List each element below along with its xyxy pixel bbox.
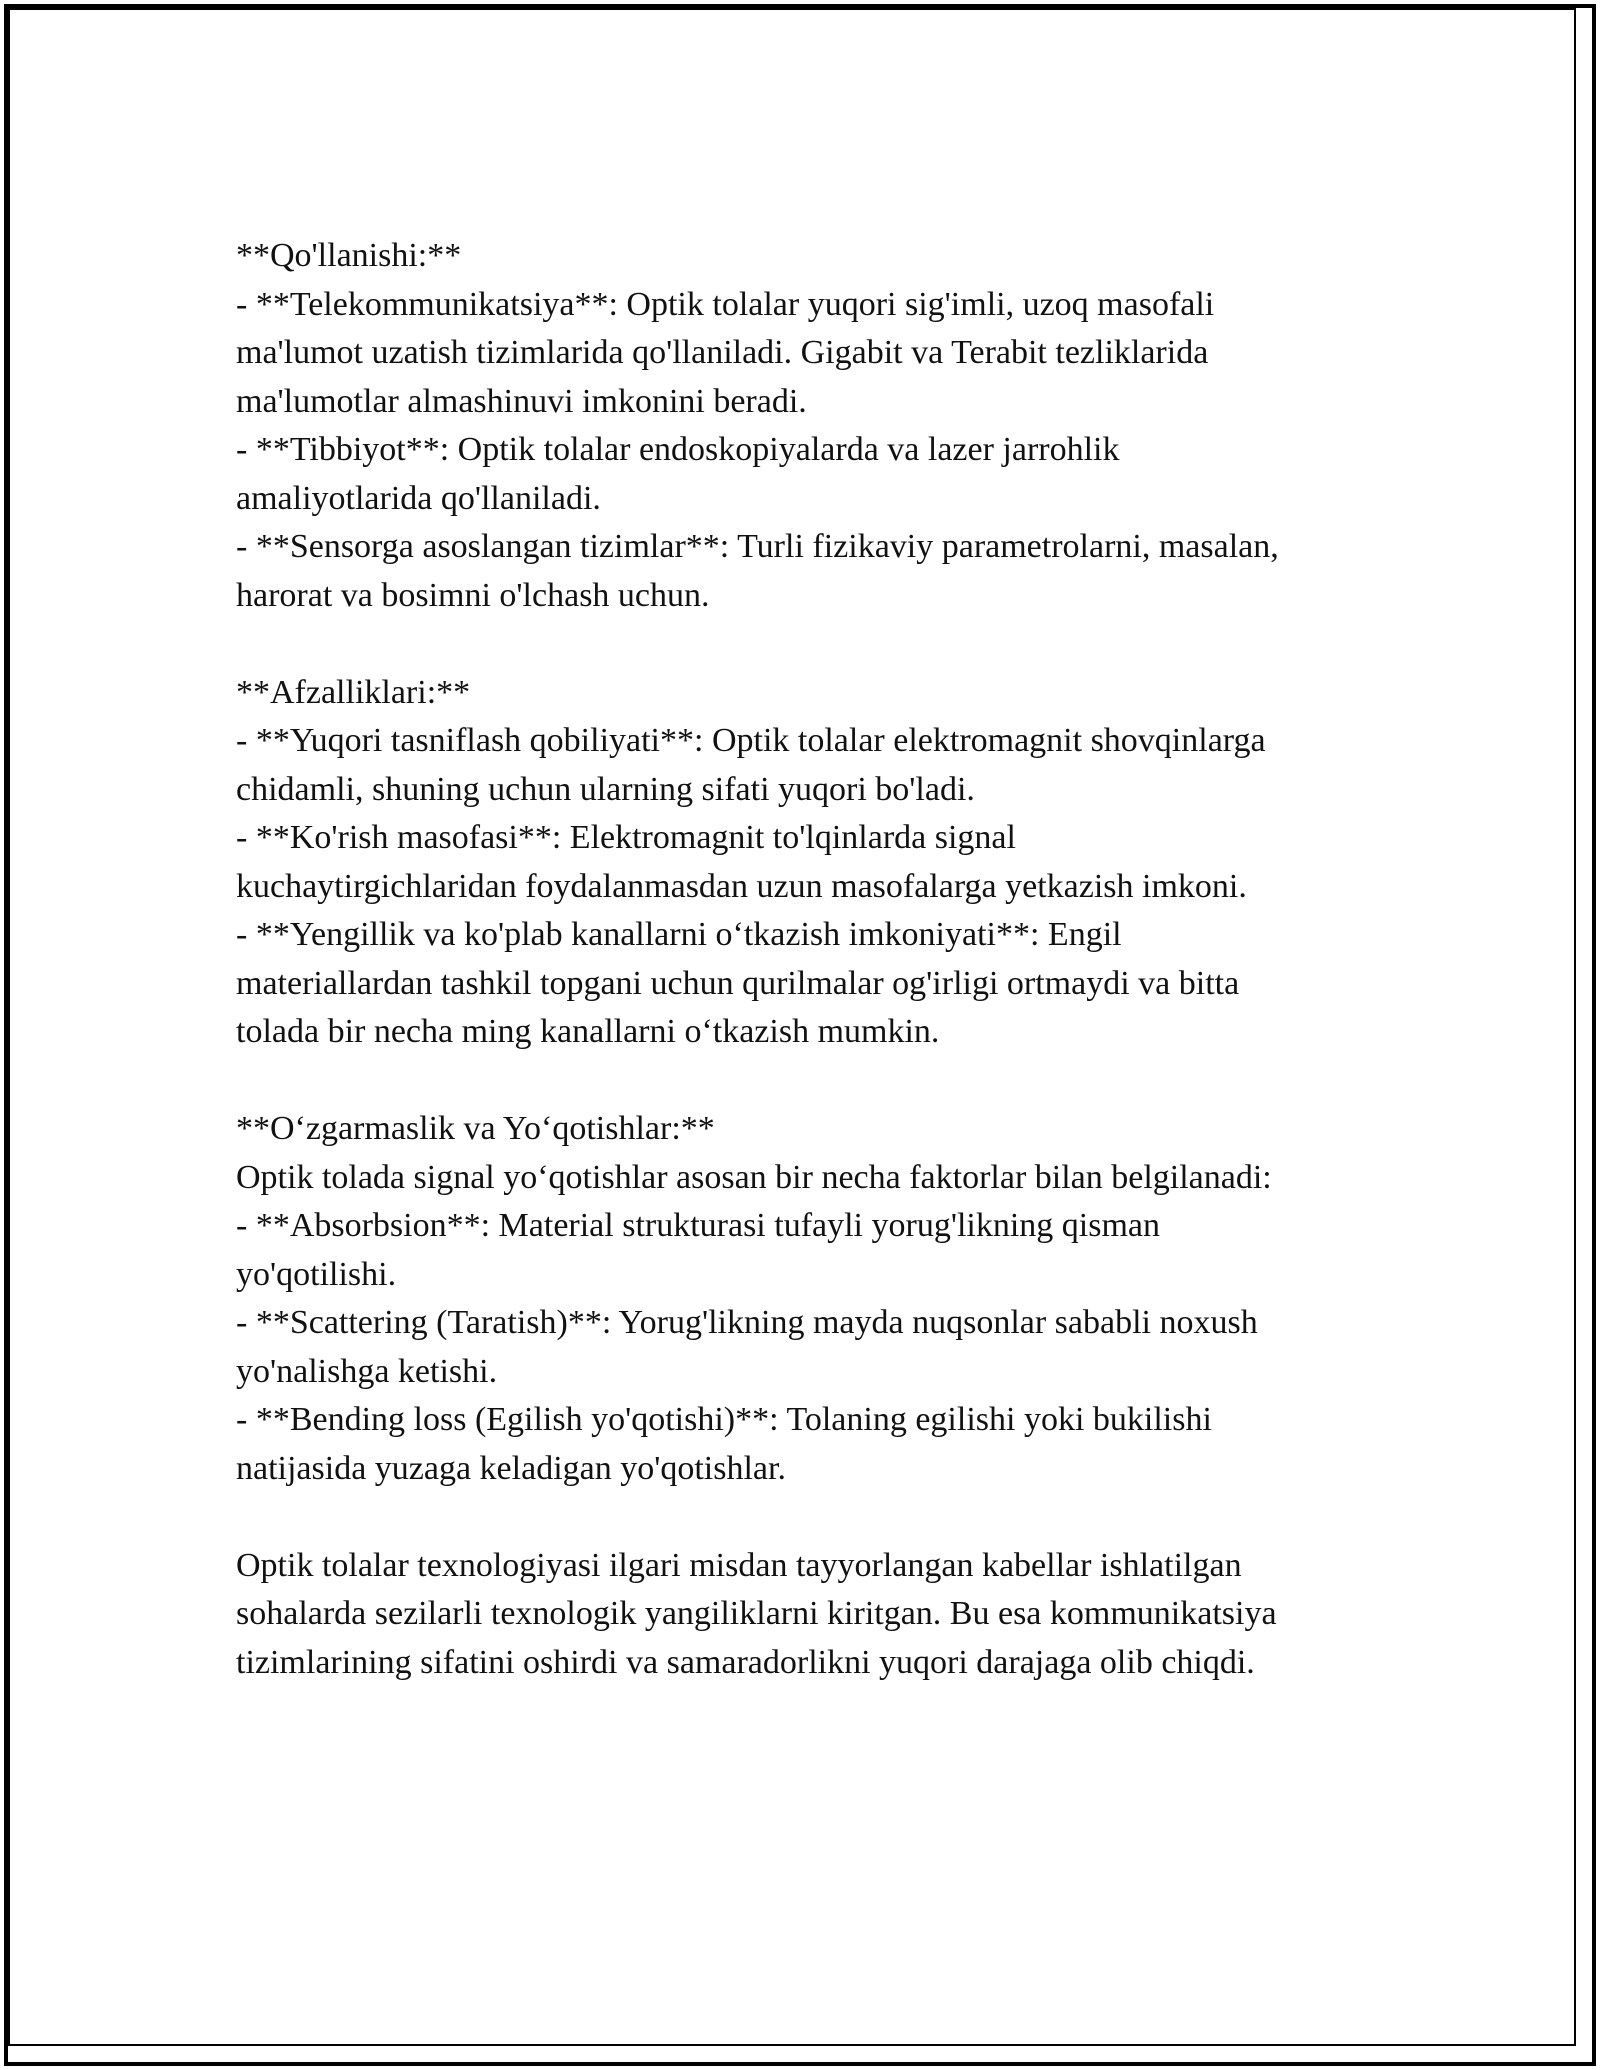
- text-line: chidamli, shuning uchun ularning sifati yuqori bo'ladi.: [236, 770, 975, 808]
- section-conclusion: [236, 1542, 1386, 1688]
- text-line: natijasida yuzaga keladigan yo'qotishlar.: [236, 1449, 786, 1487]
- paragraph-gap: [236, 1057, 1386, 1106]
- text-line: - **Scattering (Taratish)**: Yorug'likning mayda nuqsonlar sababli noxush: [236, 1304, 1258, 1341]
- text-line: - **Telekommunikatsiya**: Optik tolalar yuqori sig'imli, uzoq masofali: [236, 285, 1215, 323]
- paragraph-gap: [236, 1493, 1386, 1542]
- text-line: Optik tolalar texnologiyasi ilgari misdan tayyorlangan kabellar ishlatilgan: [236, 1546, 1242, 1584]
- section-qollanishi: [236, 232, 1386, 620]
- text-line: materiallardan tashkil topgani uchun qurilmalar og'irligi ortmaydi va bitta: [236, 964, 1240, 1002]
- section-heading: **O‘zgarmaslik va Yo‘qotishlar:**: [236, 1110, 715, 1147]
- text-line: - **Tibbiyot**: Optik tolalar endoskopiyalarda va lazer jarrohlik: [236, 431, 1120, 468]
- text-line: Optik tolada signal yo‘qotishlar asosan bir necha faktorlar bilan belgilanadi:: [236, 1158, 1272, 1196]
- text-line: ma'lumotlar almashinuvi imkonini beradi.: [236, 382, 807, 420]
- text-line: yo'nalishga ketishi.: [236, 1352, 498, 1390]
- text-line: - **Yengillik va ko'plab kanallarni o‘tkazish imkoniyati**: Engil: [236, 916, 1122, 953]
- text-line: amaliyotlarida qo'llaniladi.: [236, 479, 601, 517]
- text-line: yo'qotilishi.: [236, 1255, 397, 1293]
- section-ozgarmaslik: [236, 1105, 1386, 1493]
- text-line: kuchaytirgichlaridan foydalanmasdan uzun masofalarga yetkazish imkoni.: [236, 867, 1247, 905]
- text-line: ma'lumot uzatish tizimlarida qo'llaniladi. Gigabit va Terabit tezliklarida: [236, 334, 1209, 371]
- document-body: [236, 232, 1386, 1687]
- text-line: - **Sensorga asoslangan tizimlar**: Turli fizikaviy parametrolarni, masalan,: [236, 528, 1279, 565]
- section-heading: **Afzalliklari:**: [236, 673, 471, 711]
- text-line: - **Yuqori tasniflash qobiliyati**: Optik tolalar elektromagnit shovqinlarga: [236, 722, 1266, 759]
- text-line: tizimlarining sifatini oshirdi va samaradorlikni yuqori darajaga olib chiqdi.: [236, 1643, 1255, 1681]
- text-line: tolada bir necha ming kanallarni o‘tkazish mumkin.: [236, 1013, 940, 1050]
- text-line: - **Absorbsion**: Material strukturasi tufayli yorug'likning qisman: [236, 1207, 1161, 1244]
- section-heading: **Qo'llanishi:**: [236, 237, 462, 274]
- text-line: sohalarda sezilarli texnologik yangiliklarni kiritgan. Bu esa kommunikatsiya: [236, 1595, 1277, 1632]
- text-line: harorat va bosimni o'lchash uchun.: [236, 576, 710, 614]
- text-line: - **Bending loss (Egilish yo'qotishi)**: Tolaning egilishi yoki bukilishi: [236, 1401, 1212, 1438]
- section-afzalliklari: [236, 669, 1386, 1057]
- paragraph-gap: [236, 620, 1386, 669]
- text-line: - **Ko'rish masofasi**: Elektromagnit to'lqinlarda signal: [236, 819, 1016, 856]
